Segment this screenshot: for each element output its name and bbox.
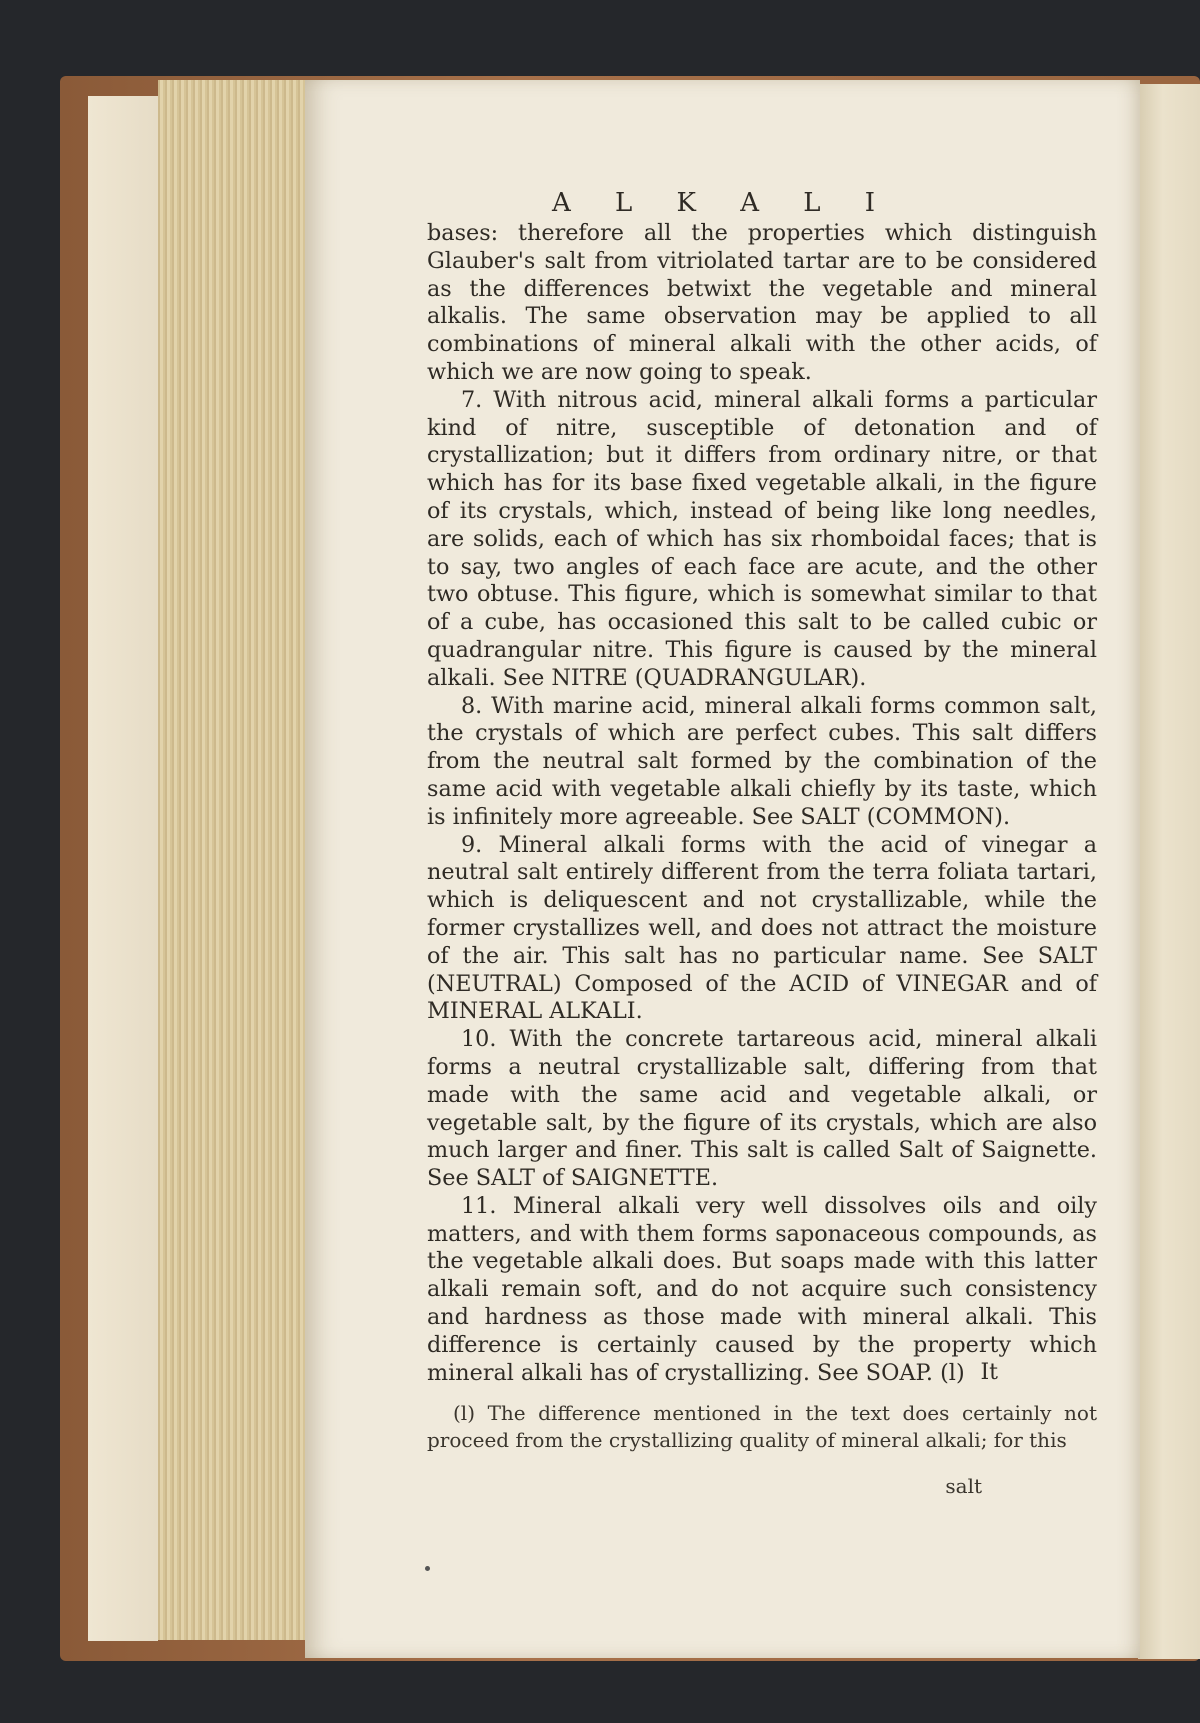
catchword: It — [980, 1360, 998, 1385]
footnote — [427, 1400, 1097, 1454]
inner-board — [88, 96, 158, 1641]
paragraph: bases: therefore all the properties which distinguish Glauber's salt from vitriolated tartar are to be considered as the differences betwixt the vegetable and mineral alkalis. The same observation may be applied to all combinations of mineral alkali with the other acids, of which we are now going to speak. — [427, 220, 1097, 385]
running-head: A L K A L I — [551, 188, 894, 218]
footnote-catchword: salt — [945, 1474, 982, 1498]
paragraph: 11. Mineral alkali very well dissolves oils and oily matters, and with them forms saponaceous compounds, as the vegetable alkali does. But soaps made with this latter alkali remain soft, and do not acquire such consistency and hardness as those made with mineral alkali. This difference is certainly caused by the property which mineral alkali has of crystallizing. See SOAP. (l) — [427, 1192, 1097, 1386]
body-text — [427, 220, 1097, 1387]
paragraph: 9. Mineral alkali forms with the acid of vinegar a neutral salt entirely different from the terra foliata tartari, which is deliquescent and not crystallizable, while the former crystallizes well, and does not attract the moisture of the air. This salt has no particular name. See SALT (NEUTRAL) Composed of the ACID of VINEGAR and of MINERAL ALKALI. — [427, 831, 1097, 1025]
facing-page-edge — [1138, 84, 1200, 1659]
paragraph: 8. With marine acid, mineral alkali forms common salt, the crystals of which are perfect cubes. This salt differs from the neutral salt formed by the combination of the same acid with vegetable alkali chiefly by its taste, which is infinitely more agreeable. See SALT (COMMON). — [427, 692, 1097, 830]
book-page — [305, 80, 1140, 1658]
paragraph: 7. With nitrous acid, mineral alkali forms a particular kind of nitre, susceptible of detonation and of crystallization; but it differs from ordinary nitre, or that which has for its base fixed vegetable alkali, in the figure of its crystals, which, instead of being like long needles, are solids, each of which has six rhomboidal faces; that is to say, two angles of each face are acute, and the other two obtuse. This figure, which is somewhat similar to that of a cube, has occasioned this salt to be called cubic or quadrangular nitre. This figure is caused by the mineral alkali. See NITRE (QUADRANGULAR). — [427, 386, 1097, 691]
paragraph: 10. With the concrete tartareous acid, mineral alkali forms a neutral crystallizable salt, differing from that made with the same acid and vegetable alkali, or vegetable salt, by the figure of its crystals, which are also much larger and finer. This salt is called Salt of Saignette. See SALT of SAIGNETTE. — [427, 1026, 1097, 1192]
paper-speck — [425, 1566, 430, 1571]
footnote-text: (l) The difference mentioned in the text does certainly not proceed from the crystallizing quality of mineral alkali; for this — [427, 1401, 1097, 1452]
page-edges — [158, 80, 308, 1640]
